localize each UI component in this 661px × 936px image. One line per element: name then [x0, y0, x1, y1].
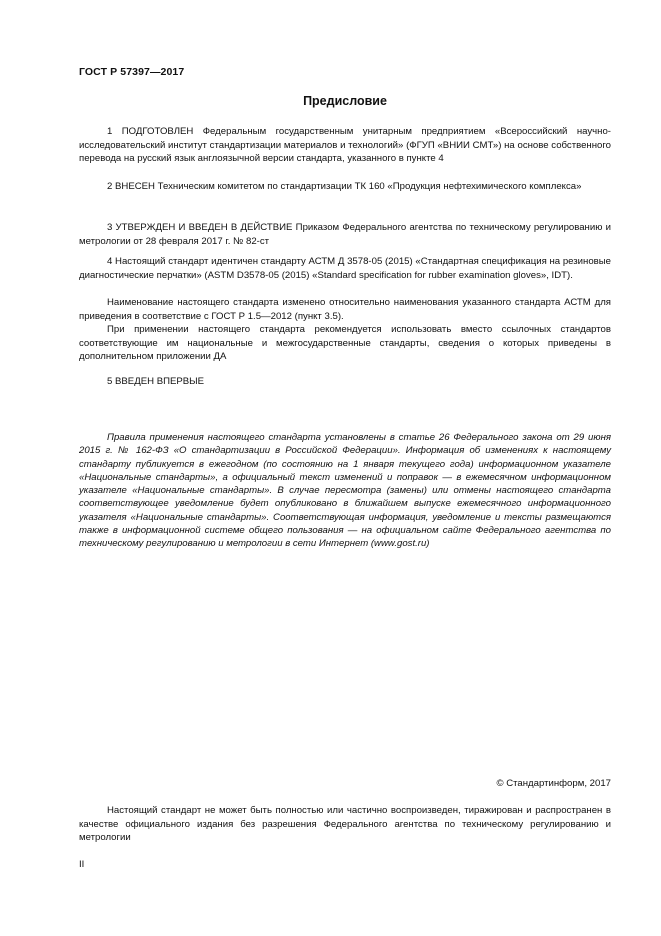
section-title: Предисловие — [303, 94, 387, 108]
paragraph-approved: 3 УТВЕРЖДЕН И ВВЕДЕН В ДЕЙСТВИЕ Приказом Федерального агентства по техническому регулированию и метрологии от 28 февраля 2017 г. № 82-ст — [79, 222, 611, 247]
paragraph-introduced-first: 5 ВВЕДЕН ВПЕРВЫЕ — [107, 376, 205, 387]
paragraph-reference-standards: При применении настоящего стандарта рекомендуется использовать вместо ссылочных стандартов соответствующие им национальные и межгосударственные стандарты, сведения о которых приведены в дополнительном приложении ДА — [79, 324, 611, 362]
paragraph-name-change: Наименование настоящего стандарта изменено относительно наименования указанного стандарта АСТМ для приведения в соответствие с ГОСТ Р 1.5—2012 (пункт 3.5). — [79, 297, 611, 322]
paragraph-prepared-by: 1 ПОДГОТОВЛЕН Федеральным государственным унитарным предприятием «Всероссийский научно-исследовательский институт стандартизации материалов и технологий» (ФГУП «ВНИИ СМТ») на основе собственного перевода на русский язык англоязычной версии стандарта, указанного в пункте 4 — [79, 126, 611, 164]
page-number: II — [79, 859, 85, 870]
standard-code-header: ГОСТ Р 57397—2017 — [79, 66, 185, 78]
paragraph-introduced-by: 2 ВНЕСЕН Техническим комитетом по стандартизации ТК 160 «Продукция нефтехимического комплекса» — [107, 181, 582, 192]
application-rules-notice: Правила применения настоящего стандарта установлены в статье 26 Федерального закона от 29 июня 2015 г. № 162-ФЗ «О стандартизации в Российской Федерации». Информация об изменениях к настоящему стандарту публикуется в ежегодном (по состоянию на 1 января текущего года) информационном указателе «Национальные стандарты», а официальный текст изменений и поправок — в ежемесячном информационном указателе «Национальные стандарты». В случае пересмотра (замены) или отмены настоящего стандарта соответствующее уведомление будет опубликовано в ближайшем выпуске ежемесячного информационного указателя «Национальные стандарты». Соответствующая информация, уведомление и тексты размещаются также в информационной системе общего пользования — на официальном сайте Федерального агентства по техническому регулированию и метрологии в сети Интернет (www.gost.ru) — [79, 432, 611, 550]
reproduction-restriction-note: Настоящий стандарт не может быть полностью или частично воспроизведен, тиражирован и распространен в качестве официального издания без разрешения Федерального агентства по техническому регулированию и метрологии — [79, 805, 611, 843]
paragraph-identical-standard: 4 Настоящий стандарт идентичен стандарту АСТМ Д 3578-05 (2015) «Стандартная спецификация на резиновые диагностические перчатки» (ASTM D3578-05 (2015) «Standard specification for rubber examination gloves», IDT). — [79, 256, 611, 281]
copyright-line: © Стандартинформ, 2017 — [496, 778, 611, 789]
